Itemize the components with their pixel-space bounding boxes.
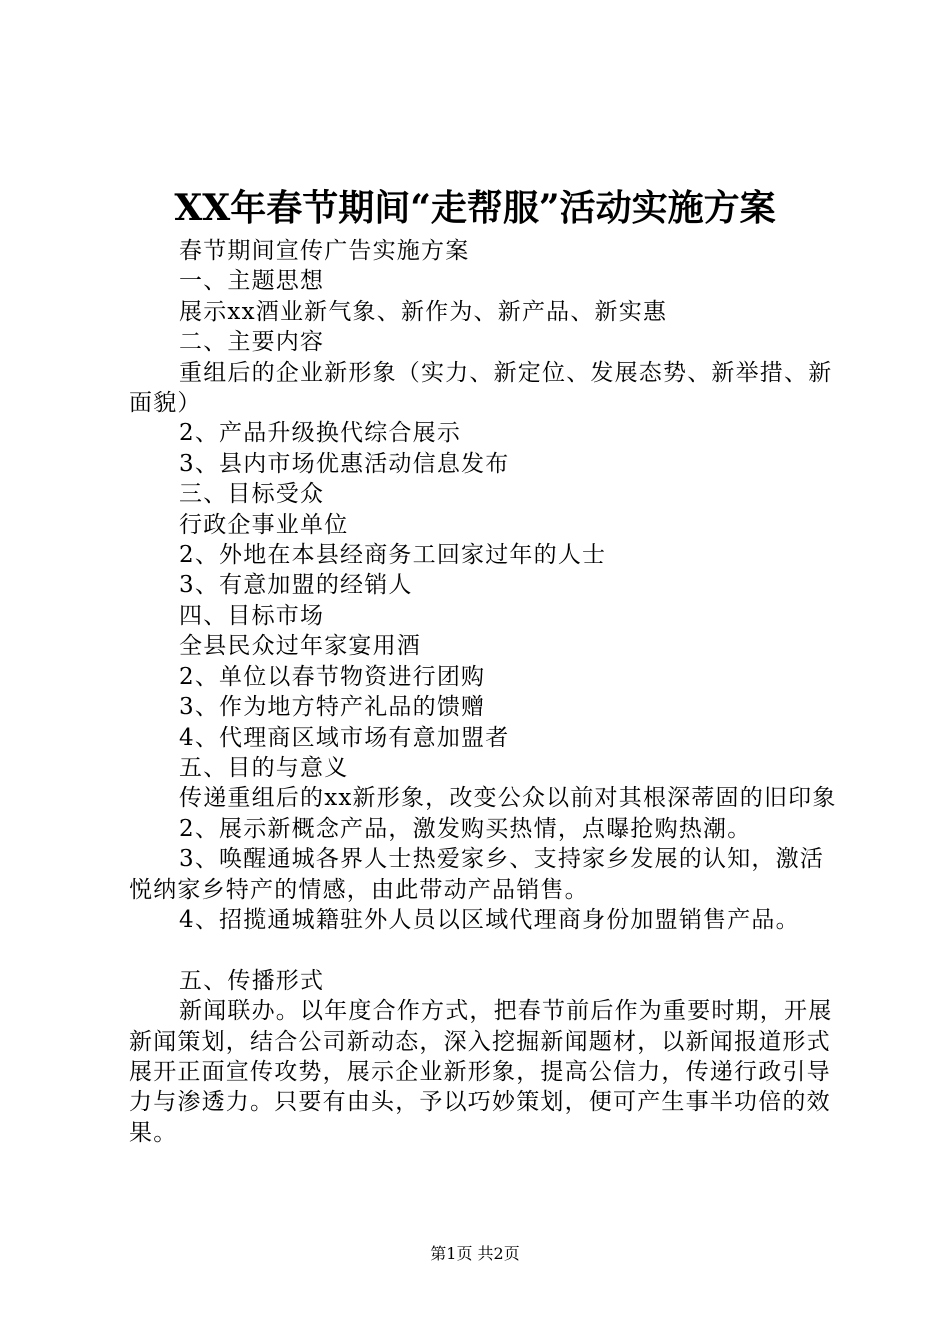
list-item: 2、单位以春节物资进行团购 [179,663,486,690]
body-paragraph: 3、唤醒通城各界人士热爱家乡、支持家乡发展的认知，激活悦纳家乡特产的情感，由此带动产品销售。 [129,846,825,903]
section-heading: 二、主要内容 [179,329,325,356]
list-item: 2、展示新概念产品，激发购买热情，点曝抢购热潮。 [179,815,752,842]
body-paragraph: 传递重组后的xx新形象，改变公众以前对其根深蒂固的旧印象 [179,785,837,812]
document-title: XX年春节期间“走帮服”活动实施方案 [174,187,776,229]
list-item: 2、外地在本县经商务工回家过年的人士 [179,542,607,569]
body-line: 展示xx酒业新气象、新作为、新产品、新实惠 [179,298,668,325]
page-footer: 第1页 共2页 [430,1244,520,1263]
list-item: 全县民众过年家宴用酒 [179,633,421,660]
list-item: 3、县内市场优惠活动信息发布 [179,450,510,477]
section-heading: 五、目的与意义 [179,754,349,781]
section-heading: 五、传播形式 [179,967,325,994]
list-item: 4、招揽通城籍驻外人员以区域代理商身份加盟销售产品。 [179,906,800,933]
body-paragraph: 重组后的企业新形象（实力、新定位、发展态势、新举措、新面貌） [129,359,833,417]
section-heading: 四、目标市场 [179,602,325,629]
blank-line [129,935,841,965]
document-body [129,236,841,1148]
list-item: 3、有意加盟的经销人 [179,572,413,599]
subtitle-line: 春节期间宣传广告实施方案 [179,238,470,264]
section-heading: 三、目标受众 [179,481,325,508]
list-item: 行政企事业单位 [179,511,349,538]
list-item: 4、代理商区域市场有意加盟者 [179,724,510,751]
list-item: 2、产品升级换代综合展示 [179,420,462,447]
section-heading: 一、主题思想 [179,268,325,295]
body-paragraph: 新闻联办。以年度合作方式，把春节前后作为重要时期，开展新闻策划，结合公司新动态，深入挖掘新闻题材，以新闻报道形式展开正面宣传攻势，展示企业新形象，提高公信力，传递行政引导力与渗透力。只要有由头，予以巧妙策划，便可产生事半功倍的效果。 [129,998,833,1146]
list-item: 3、作为地方特产礼品的馈赠 [179,694,486,721]
